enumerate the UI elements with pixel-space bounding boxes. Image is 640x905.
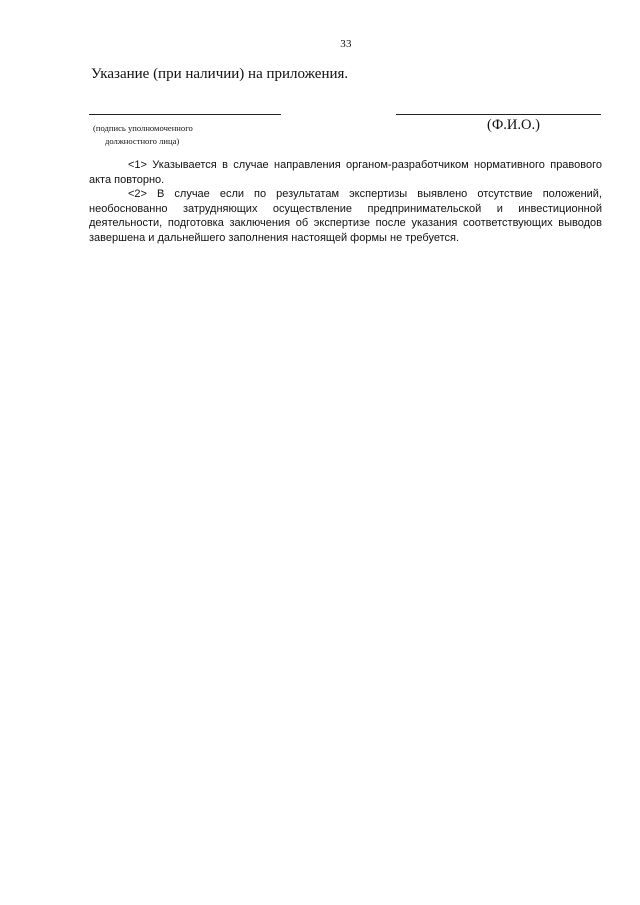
footnotes — [89, 158, 602, 245]
signature-caption — [93, 122, 283, 148]
signature-line — [89, 114, 281, 115]
signature-caption-line1: (подпись уполномоченного — [93, 123, 193, 133]
signature-caption-line2: должностного лица) — [105, 136, 180, 146]
attachments-heading: Указание (при наличии) на приложения. — [91, 66, 349, 82]
footnote-1: <1> Указывается в случае направления органом-разработчиком нормативного правового акта повторно. — [89, 159, 602, 186]
fio-label: (Ф.И.О.) — [487, 117, 540, 133]
fio-line — [396, 114, 601, 115]
page-number: 33 — [340, 38, 352, 50]
footnote-2: <2> В случае если по результатам экспертизы выявлено отсутствие положений, необоснованно затрудняющих осуществление предпринимательской и инвестиционной деятельности, подготовка заключения об экспертизе после указания соответствующих выводов завершена и дальнейшего заполнения настоящей формы не требуется. — [89, 188, 602, 244]
